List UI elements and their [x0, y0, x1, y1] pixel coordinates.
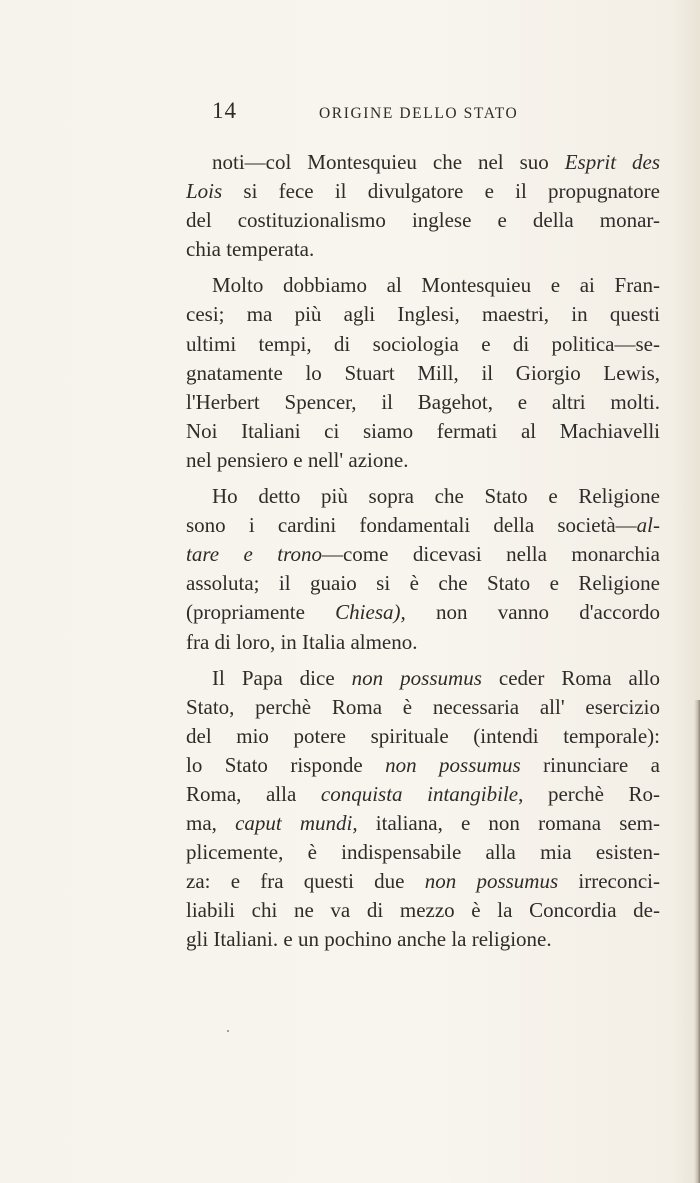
page-edge-shadow: [694, 700, 700, 1183]
paragraph: [186, 271, 660, 475]
paper-speck: [227, 1030, 229, 1032]
text-line: [186, 780, 660, 809]
italic-run: Lois: [186, 179, 223, 204]
italic-run: tare e trono: [186, 542, 322, 567]
text-run: del mio potere spirituale (intendi temporale):: [186, 723, 660, 748]
text-run: Molto dobbiamo al Montesquieu e ai Fran-: [212, 273, 660, 298]
text-run: chia temperata.: [186, 237, 315, 262]
text-run: nel pensiero e nell' azione.: [186, 447, 409, 472]
text-run: (propriamente: [186, 600, 336, 625]
text-line: [186, 330, 660, 359]
text-line: [186, 177, 660, 206]
italic-run: conquista intangibile: [320, 781, 519, 806]
running-title: ORIGINE DELLO STATO: [319, 105, 519, 122]
text-run: , perchè Ro-: [518, 781, 660, 806]
text-run: za: e fra questi due: [186, 869, 425, 894]
italic-run: non possumus: [385, 752, 521, 777]
text-line: [186, 693, 660, 722]
text-run: Stato, perchè Roma è necessaria all' esercizio: [186, 694, 660, 719]
text-run: sono i cardini fondamentali della società—: [186, 513, 637, 538]
text-run: noti—col Montesquieu che nel suo: [212, 150, 565, 174]
text-run: cesi; ma più agli Inglesi, maestri, in questi: [186, 302, 660, 327]
text-run: ultimi tempi, di sociologia e di politica—se-: [186, 331, 660, 356]
text-line: [186, 446, 660, 475]
text-line: [186, 867, 660, 896]
text-line: [186, 148, 660, 177]
text-run: Il Papa dice: [212, 665, 352, 690]
text-run: assoluta; il guaio si è che Stato e Religione: [186, 571, 660, 596]
text-line: [186, 664, 660, 693]
text-line: [186, 925, 660, 954]
text-line: [186, 388, 660, 417]
italic-run: non possumus: [351, 665, 482, 690]
text-run: plicemente, è indispensabile alla mia esisten-: [186, 840, 660, 865]
text-line: [186, 809, 660, 838]
text-run: non vanno d'accordo: [405, 600, 660, 625]
text-line: [186, 751, 660, 780]
text-run: —come dicevasi nella monarchia: [321, 542, 660, 567]
paragraph: [186, 664, 660, 955]
text-run: liabili chi ne va di mezzo è la Concordia de-: [186, 898, 660, 923]
text-line: [186, 838, 660, 867]
text-line: [186, 300, 660, 329]
text-run: Roma, alla: [186, 781, 321, 806]
text-line: [186, 417, 660, 446]
text-run: gli Italiani. e un pochino anche la religione.: [186, 927, 552, 952]
italic-run: al-: [636, 513, 660, 538]
text-line: [186, 511, 660, 540]
text-run: gnatamente lo Stuart Mill, il Giorgio Lewis,: [186, 360, 660, 385]
text-line: [186, 896, 660, 925]
text-line: [186, 206, 660, 235]
text-run: l'Herbert Spencer, il Bagehot, e altri molti.: [186, 389, 660, 414]
text-line: [186, 722, 660, 751]
text-run: rinunciare a: [520, 752, 660, 777]
italic-run: caput mundi,: [235, 811, 358, 836]
text-line: [186, 598, 660, 627]
body-text: [186, 148, 660, 962]
text-line: [186, 235, 660, 264]
text-line: [186, 271, 660, 300]
text-run: del costituzionalismo inglese e della monar-: [186, 208, 660, 233]
text-line: [186, 540, 660, 569]
page-number: 14: [212, 98, 237, 123]
italic-run: Chiesa),: [335, 600, 406, 625]
text-line: [186, 359, 660, 388]
text-run: italiana, e non romana sem-: [357, 811, 661, 836]
text-run: lo Stato risponde: [186, 752, 386, 777]
text-run: si fece il divulgatore e il propugnatore: [222, 179, 660, 204]
paragraph: [186, 482, 660, 657]
text-run: ma,: [186, 811, 236, 836]
text-run: irreconci-: [558, 869, 660, 894]
text-run: fra di loro, in Italia almeno.: [186, 629, 418, 654]
running-head: [186, 98, 660, 132]
italic-run: Esprit des: [564, 150, 660, 174]
text-line: [186, 482, 660, 511]
text-run: ceder Roma allo: [481, 665, 661, 690]
italic-run: non possumus: [424, 869, 559, 894]
paragraph: [186, 148, 660, 264]
text-line: [186, 628, 660, 657]
text-run: Ho detto più sopra che Stato e Religione: [212, 484, 660, 509]
text-line: [186, 569, 660, 598]
text-run: Noi Italiani ci siamo fermati al Machiavelli: [186, 418, 660, 443]
